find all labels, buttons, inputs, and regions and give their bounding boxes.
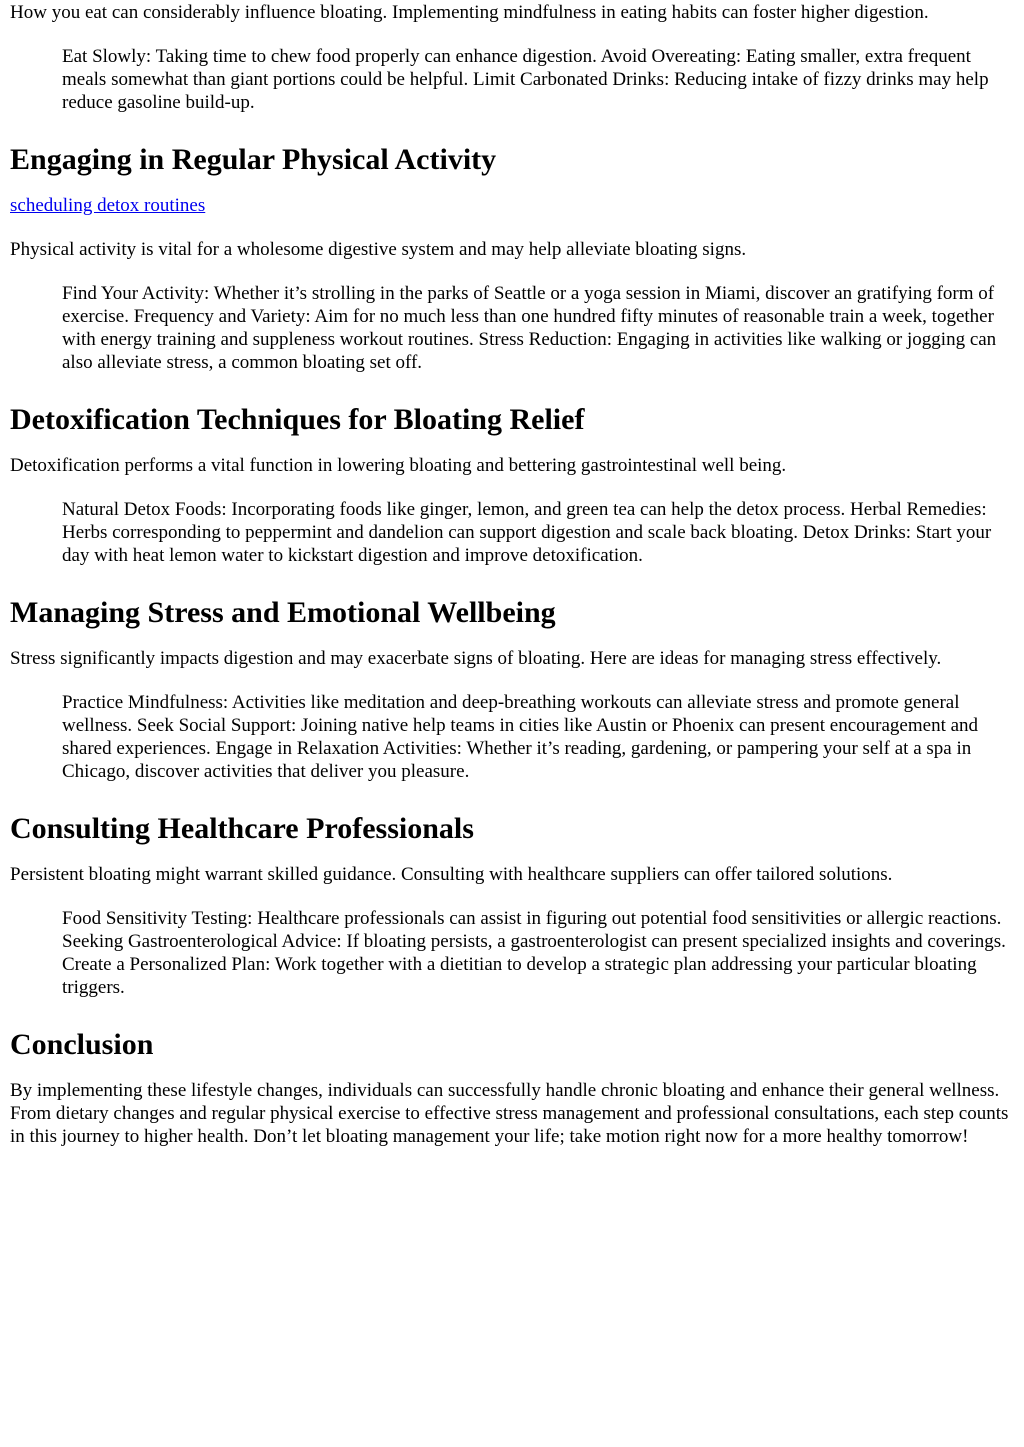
eating-tips-quote: Eat Slowly: Taking time to chew food properly can enhance digestion. Avoid Overeating: Eating smaller, extra frequent meals somewhat than giant portions could be helpful. Limit Carbonated Drinks: Reducing intake of fizzy drinks may help reduce gasoline build-up. [62,46,989,113]
consulting-paragraph: Persistent bloating might warrant skilled guidance. Consulting with healthcare suppliers can offer tailored solutions. [10,864,893,885]
activity-paragraph: Physical activity is vital for a wholesome digestive system and may help alleviate bloating signs. [10,239,747,260]
detox-paragraph: Detoxification performs a vital function in lowering bloating and bettering gastrointestinal well being. [10,455,787,476]
activity-heading: Engaging in Regular Physical Activity [10,143,497,176]
detox-tips-quote: Natural Detox Foods: Incorporating foods like ginger, lemon, and green tea can help the detox process. Herbal Remedies: Herbs corresponding to peppermint and dandelion can support digestion and scale back bloating. Detox Drinks: Start your day with heat lemon water to kickstart digestion and improve detoxification. [62,499,992,566]
article [0,1,1024,1148]
conclusion-paragraph: By implementing these lifestyle changes, individuals can successfully handle chronic bloating and enhance their general wellness. From dietary changes and regular physical exercise to effective stress management and professional consultations, each step counts in this journey to higher health. Don’t let bloating management your life; take motion right now for a more healthy tomorrow! [10,1080,1009,1147]
stress-tips-quote: Practice Mindfulness: Activities like meditation and deep-breathing workouts can alleviate stress and promote general wellness. Seek Social Support: Joining native help teams in cities like Austin or Phoenix can present encouragement and shared experiences. Engage in Relaxation Activities: Whether it’s reading, gardening, or pampering your self at a spa in Chicago, discover activities that deliver you pleasure. [62,692,979,782]
activity-tips-quote: Find Your Activity: Whether it’s strolling in the parks of Seattle or a yoga session in Miami, discover an gratifying form of exercise. Frequency and Variety: Aim for no much less than one hundred fifty minutes of reasonable train a week, together with energy training and suppleness workout routines. Stress Reduction: Engaging in activities like walking or jogging can also alleviate stress, a common bloating set off. [62,283,997,373]
scheduling-detox-link[interactable]: scheduling detox routines [10,195,206,216]
consulting-tips-quote: Food Sensitivity Testing: Healthcare professionals can assist in figuring out potential food sensitivities or allergic reactions. Seeking Gastroenterological Advice: If bloating persists, a gastroenterologist can present specialized insights and coverings. Create a Personalized Plan: Work together with a dietitian to develop a strategic plan addressing your particular bloating triggers. [62,908,1006,998]
stress-heading: Managing Stress and Emotional Wellbeing [10,596,556,629]
conclusion-heading: Conclusion [10,1028,154,1061]
consulting-heading: Consulting Healthcare Professionals [10,812,474,845]
stress-paragraph: Stress significantly impacts digestion and may exacerbate signs of bloating. Here are ideas for managing stress effectively. [10,648,942,669]
detox-heading: Detoxification Techniques for Bloating Relief [10,403,585,436]
activity-link-paragraph [10,194,1014,217]
intro-paragraph: How you eat can considerably influence bloating. Implementing mindfulness in eating habits can foster higher digestion. [10,2,929,23]
